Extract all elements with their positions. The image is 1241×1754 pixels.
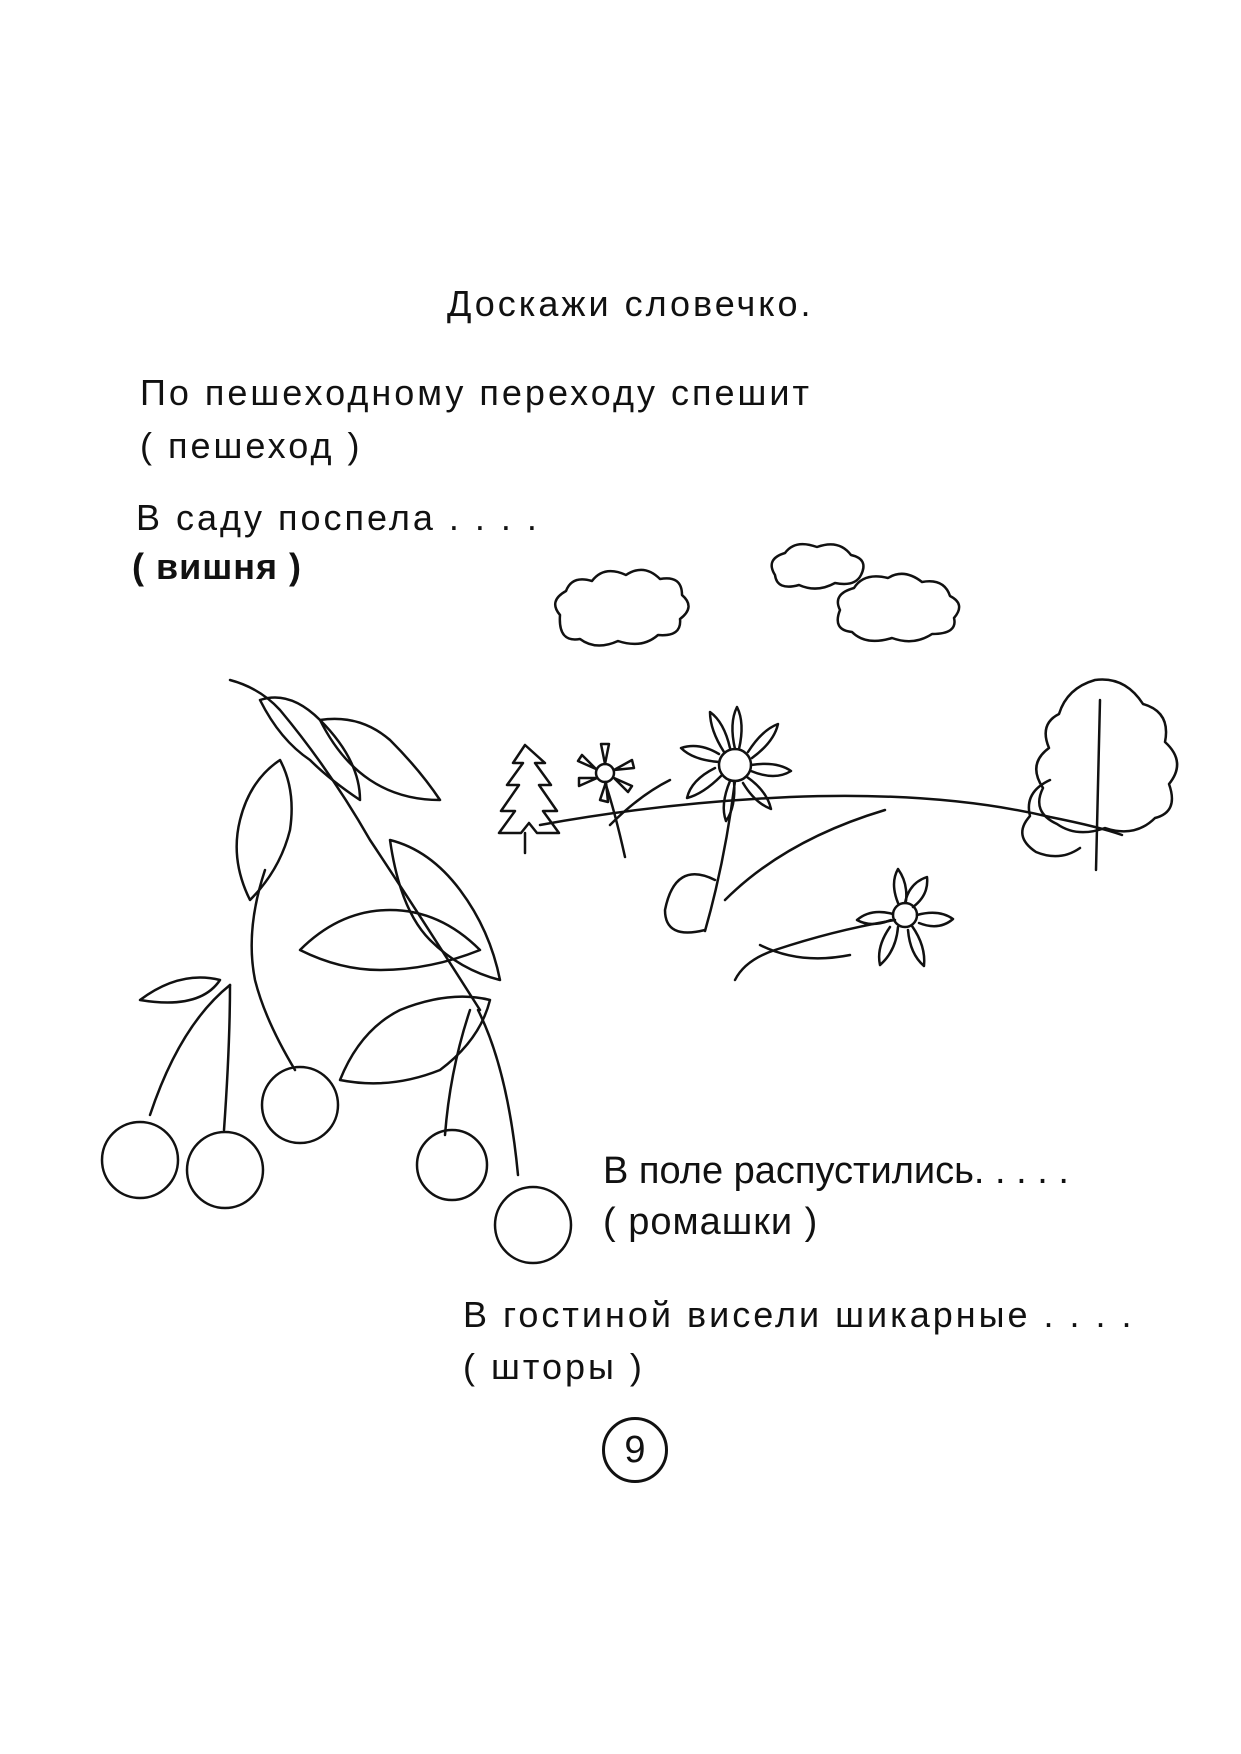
riddle-question: По пешеходному переходу спешит (140, 372, 813, 413)
riddle-answer: ( пешеход ) (140, 425, 363, 466)
cloud-icon (772, 544, 864, 588)
riddle-answer: ( шторы ) (463, 1346, 645, 1387)
cloud-icon (555, 570, 688, 646)
cloud-icon (838, 574, 959, 641)
flower-icon (665, 707, 885, 933)
riddle-answer: ( ромашки ) (603, 1201, 819, 1243)
flower-icon (735, 869, 953, 980)
page-title: Доскажи словечко. (447, 283, 814, 324)
flower-icon (578, 744, 670, 857)
riddle-answer: ( вишня ) (132, 546, 302, 587)
riddle-question: В саду поспела . . . . (136, 497, 540, 538)
riddle-question: В гостиной висели шикарные . . . . (463, 1294, 1135, 1335)
tree-icon (1022, 680, 1177, 871)
tree-icon (499, 745, 559, 853)
page-number: 9 (602, 1417, 668, 1483)
riddle-question: В поле распустились. . . . . (603, 1150, 1069, 1192)
cherry-branch (102, 680, 571, 1263)
